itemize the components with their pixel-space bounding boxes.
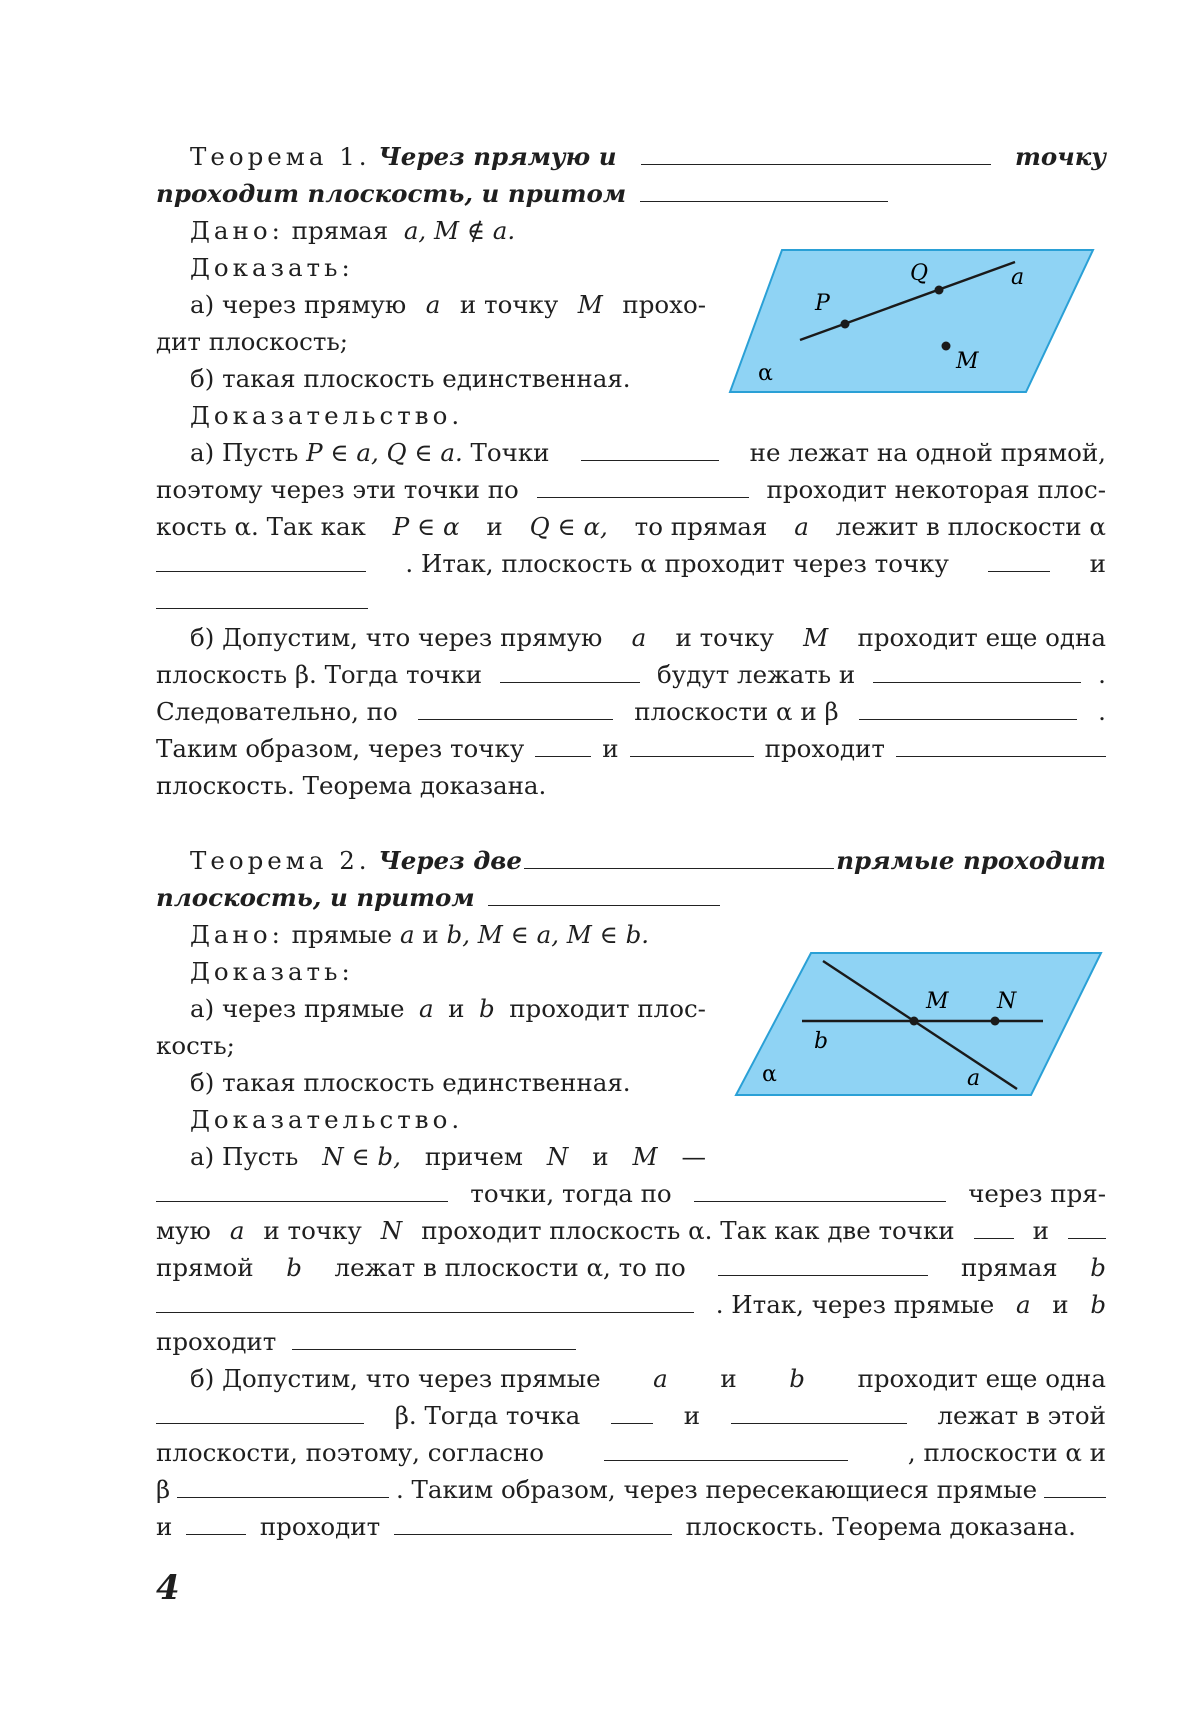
theorem1-proof-line4 <box>156 545 1106 582</box>
text: , плоскости α и <box>907 1438 1106 1467</box>
blank[interactable] <box>731 1397 907 1424</box>
text: не лежат на одной прямой, <box>749 438 1106 467</box>
label-a: a <box>1011 265 1025 290</box>
given-formula: b, M ∈ a, M ∈ b. <box>446 920 650 949</box>
text: плоскости α и β <box>634 697 839 726</box>
text: проходит еще одна <box>857 1364 1106 1393</box>
theorem2-figure <box>730 945 1110 1105</box>
blank[interactable] <box>488 879 720 906</box>
label-q: Q <box>910 261 929 286</box>
theorem2-line2 <box>156 879 720 916</box>
blank[interactable] <box>292 1323 576 1350</box>
blank[interactable] <box>1044 1471 1106 1498</box>
blank[interactable] <box>988 545 1050 572</box>
theorem1-line2 <box>156 175 888 212</box>
text: кость α. Так как <box>156 512 366 541</box>
text: . <box>1098 697 1106 726</box>
text: прямые <box>291 920 393 949</box>
text: и точку <box>459 290 559 319</box>
blank[interactable] <box>974 1212 1014 1239</box>
blank[interactable] <box>156 1175 448 1202</box>
theorem2-part-b-line4 <box>156 1471 1106 1508</box>
theorem2-prove-a-cont: кость; <box>156 1031 235 1060</box>
formula: Q ∈ α, <box>529 512 608 541</box>
var-a: a <box>399 920 415 949</box>
formula: P ∈ α <box>392 512 460 541</box>
blank[interactable] <box>640 175 888 202</box>
text: . <box>1098 660 1106 689</box>
var-m: M <box>632 1142 658 1171</box>
text: а) через прямые <box>190 994 405 1023</box>
blank[interactable] <box>611 1397 653 1424</box>
text: прямая <box>961 1253 1058 1282</box>
text: поэтому через эти точки по <box>156 475 519 504</box>
text: . Итак, через прямые <box>715 1290 995 1319</box>
theorem2-given <box>156 916 649 953</box>
formula: N ∈ b, <box>322 1142 401 1171</box>
blank[interactable] <box>694 1175 946 1202</box>
text: и <box>1052 1290 1069 1319</box>
blank[interactable] <box>873 656 1081 683</box>
blank[interactable] <box>156 1286 694 1313</box>
text: а) Пусть <box>190 438 299 467</box>
theorem1-statement-end: точку <box>1014 142 1106 171</box>
text: лежит в плоскости α <box>835 512 1106 541</box>
blank[interactable] <box>859 693 1077 720</box>
text: проходит еще одна <box>857 623 1106 652</box>
blank[interactable] <box>524 842 834 869</box>
theorem1-part-b-line5: плоскость. Теорема доказана. <box>156 771 547 800</box>
var-a: a <box>419 994 434 1023</box>
label-m: M <box>926 989 949 1014</box>
text: плоскость. Теорема доказана. <box>685 1512 1076 1541</box>
label-b: b <box>814 1029 829 1054</box>
given-label: Дано: <box>190 920 284 949</box>
blank[interactable] <box>394 1508 672 1535</box>
theorem2-part-b-line5 <box>156 1508 1076 1545</box>
label-alpha: α <box>758 361 773 386</box>
theorem1-title: Теорема 1. <box>190 142 371 171</box>
text: и <box>720 1364 737 1393</box>
given-text: прямая <box>291 216 389 245</box>
label-a: a <box>967 1066 981 1091</box>
text: проходит плоскость α. Так как две точки <box>421 1216 955 1245</box>
blank[interactable] <box>581 434 719 461</box>
prove-label: Доказать: <box>190 957 354 986</box>
text: лежат в плоскости α, то по <box>334 1253 686 1282</box>
theorem2-title: Теорема 2. <box>190 846 371 875</box>
text: б) Допустим, что через прямую <box>190 623 603 652</box>
text: а) Пусть <box>190 1142 299 1171</box>
text: β. Тогда точка <box>394 1401 581 1430</box>
text: и точку <box>263 1216 362 1245</box>
text: и точку <box>675 623 774 652</box>
text: причем <box>424 1142 523 1171</box>
var-a: a <box>631 623 647 652</box>
var-b: b <box>1090 1290 1106 1319</box>
theorem2-statement-cont: плоскость, и притом <box>156 883 475 912</box>
text: точки, тогда по <box>470 1179 672 1208</box>
theorem1-figure <box>720 240 1100 400</box>
theorem2-prove-b: б) такая плоскость единственная. <box>190 1068 631 1097</box>
theorem2-statement-end: прямые проходит <box>836 846 1106 875</box>
theorem1-proof-line1 <box>156 434 1106 471</box>
blank[interactable] <box>630 730 754 757</box>
theorem2-proof-line5 <box>156 1286 1106 1323</box>
text: прямой <box>156 1253 254 1282</box>
text: Точки <box>470 438 550 467</box>
theorem2-proof-line2 <box>156 1175 1106 1212</box>
text: . Итак, плоскость α проходит через точку <box>405 549 949 578</box>
theorem1-proof-line5 <box>156 582 368 619</box>
var-a: a <box>425 290 441 319</box>
text: . Таким образом, через пересекающиеся прямые <box>395 1475 1038 1504</box>
point-n <box>991 1017 1000 1026</box>
text: Таким образом, через точку <box>156 734 525 763</box>
label-m: M <box>956 349 979 374</box>
text: проходит <box>156 1327 277 1356</box>
blank[interactable] <box>535 730 591 757</box>
theorem2-prove-a <box>156 990 706 1027</box>
text: мую <box>156 1216 211 1245</box>
text: проходит <box>764 734 885 763</box>
text: и <box>592 1142 609 1171</box>
theorem1-statement-start: Через прямую и <box>378 142 617 171</box>
text: Следовательно, по <box>156 697 398 726</box>
dash: — <box>681 1142 706 1171</box>
proof-label: Доказательство. <box>190 401 464 430</box>
blank[interactable] <box>177 1471 389 1498</box>
proof-label: Доказательство. <box>190 1105 464 1134</box>
var-a: a <box>229 1216 245 1245</box>
formula: P ∈ a, Q ∈ a. <box>306 438 463 467</box>
theorem1-part-b-line2 <box>156 656 1106 693</box>
text: через пря- <box>968 1179 1106 1208</box>
point-q <box>935 286 944 295</box>
text: проходит плос- <box>509 994 706 1023</box>
var-a: a <box>1015 1290 1031 1319</box>
text: то прямая <box>634 512 768 541</box>
text: и <box>486 512 503 541</box>
point-m <box>910 1017 919 1026</box>
blank[interactable] <box>156 582 368 609</box>
blank[interactable] <box>500 656 640 683</box>
theorem2-part-b-line3 <box>156 1434 1106 1471</box>
given-formula: a, M ∉ a. <box>403 216 516 245</box>
label-p: P <box>815 291 830 316</box>
var-n: N <box>546 1142 569 1171</box>
blank[interactable] <box>896 730 1106 757</box>
point-p <box>841 320 850 329</box>
theorem2-part-b-line1 <box>156 1360 1106 1397</box>
text: и <box>422 920 439 949</box>
text: проходит <box>259 1512 381 1541</box>
theorem1-part-b-line1 <box>156 619 1106 656</box>
var-n: N <box>380 1216 403 1245</box>
prove-label: Доказать: <box>190 253 354 282</box>
blank[interactable] <box>156 1397 364 1424</box>
text: и <box>448 994 465 1023</box>
given-label: Дано: <box>190 216 284 245</box>
blank[interactable] <box>537 471 749 498</box>
page-number: 4 <box>156 1568 180 1608</box>
var-m: M <box>577 290 603 319</box>
theorem1-proof-line3 <box>156 508 1106 545</box>
blank[interactable] <box>1068 1212 1106 1239</box>
theorem1-part-b-line3 <box>156 693 1106 730</box>
label-alpha: α <box>762 1062 777 1087</box>
var-m: M <box>803 623 829 652</box>
text: и <box>156 1512 173 1541</box>
text: и <box>602 734 619 763</box>
theorem1-statement-cont: проходит плоскость, и притом <box>156 179 627 208</box>
var-a: a <box>653 1364 668 1393</box>
theorem1-proof-line2 <box>156 471 1106 508</box>
var-a: a <box>794 512 809 541</box>
theorem2-part-b-line2 <box>156 1397 1106 1434</box>
text: проходит некоторая плос- <box>766 475 1106 504</box>
blank[interactable] <box>641 138 991 165</box>
text: и <box>1032 1216 1049 1245</box>
theorem1-given <box>156 212 515 249</box>
text: и <box>683 1401 701 1430</box>
theorem1-part-b-line4 <box>156 730 1106 767</box>
blank[interactable] <box>718 1249 928 1276</box>
text: а) через прямую <box>190 290 407 319</box>
theorem2-proof-line4 <box>156 1249 1106 1286</box>
text: прохо- <box>622 290 706 319</box>
var-b: b <box>479 994 495 1023</box>
text: β <box>156 1475 171 1504</box>
var-b: b <box>1090 1253 1106 1282</box>
var-b: b <box>789 1364 805 1393</box>
theorem1-prove-a-cont: дит плоскость; <box>156 327 349 356</box>
blank[interactable] <box>156 545 366 572</box>
theorem2-proof-line3 <box>156 1212 1106 1249</box>
text: лежат в этой <box>937 1401 1106 1430</box>
theorem1-prove-a <box>156 286 706 323</box>
label-n: N <box>997 989 1017 1014</box>
theorem1-line1 <box>156 138 1106 175</box>
text: б) Допустим, что через прямые <box>190 1364 601 1393</box>
blank[interactable] <box>186 1508 246 1535</box>
theorem2-line1 <box>156 842 1106 879</box>
text: плоскости, поэтому, согласно <box>156 1438 545 1467</box>
theorem1-prove-b: б) такая плоскость единственная. <box>190 364 631 393</box>
blank[interactable] <box>418 693 613 720</box>
blank[interactable] <box>604 1434 848 1461</box>
theorem2-proof-line1 <box>156 1138 706 1175</box>
theorem2-statement-start: Через две <box>378 846 522 875</box>
text: будут лежать и <box>657 660 856 689</box>
point-m <box>942 342 951 351</box>
theorem2-proof-line6 <box>156 1323 576 1360</box>
text: плоскость β. Тогда точки <box>156 660 483 689</box>
var-b: b <box>286 1253 302 1282</box>
text: и <box>1089 549 1106 578</box>
